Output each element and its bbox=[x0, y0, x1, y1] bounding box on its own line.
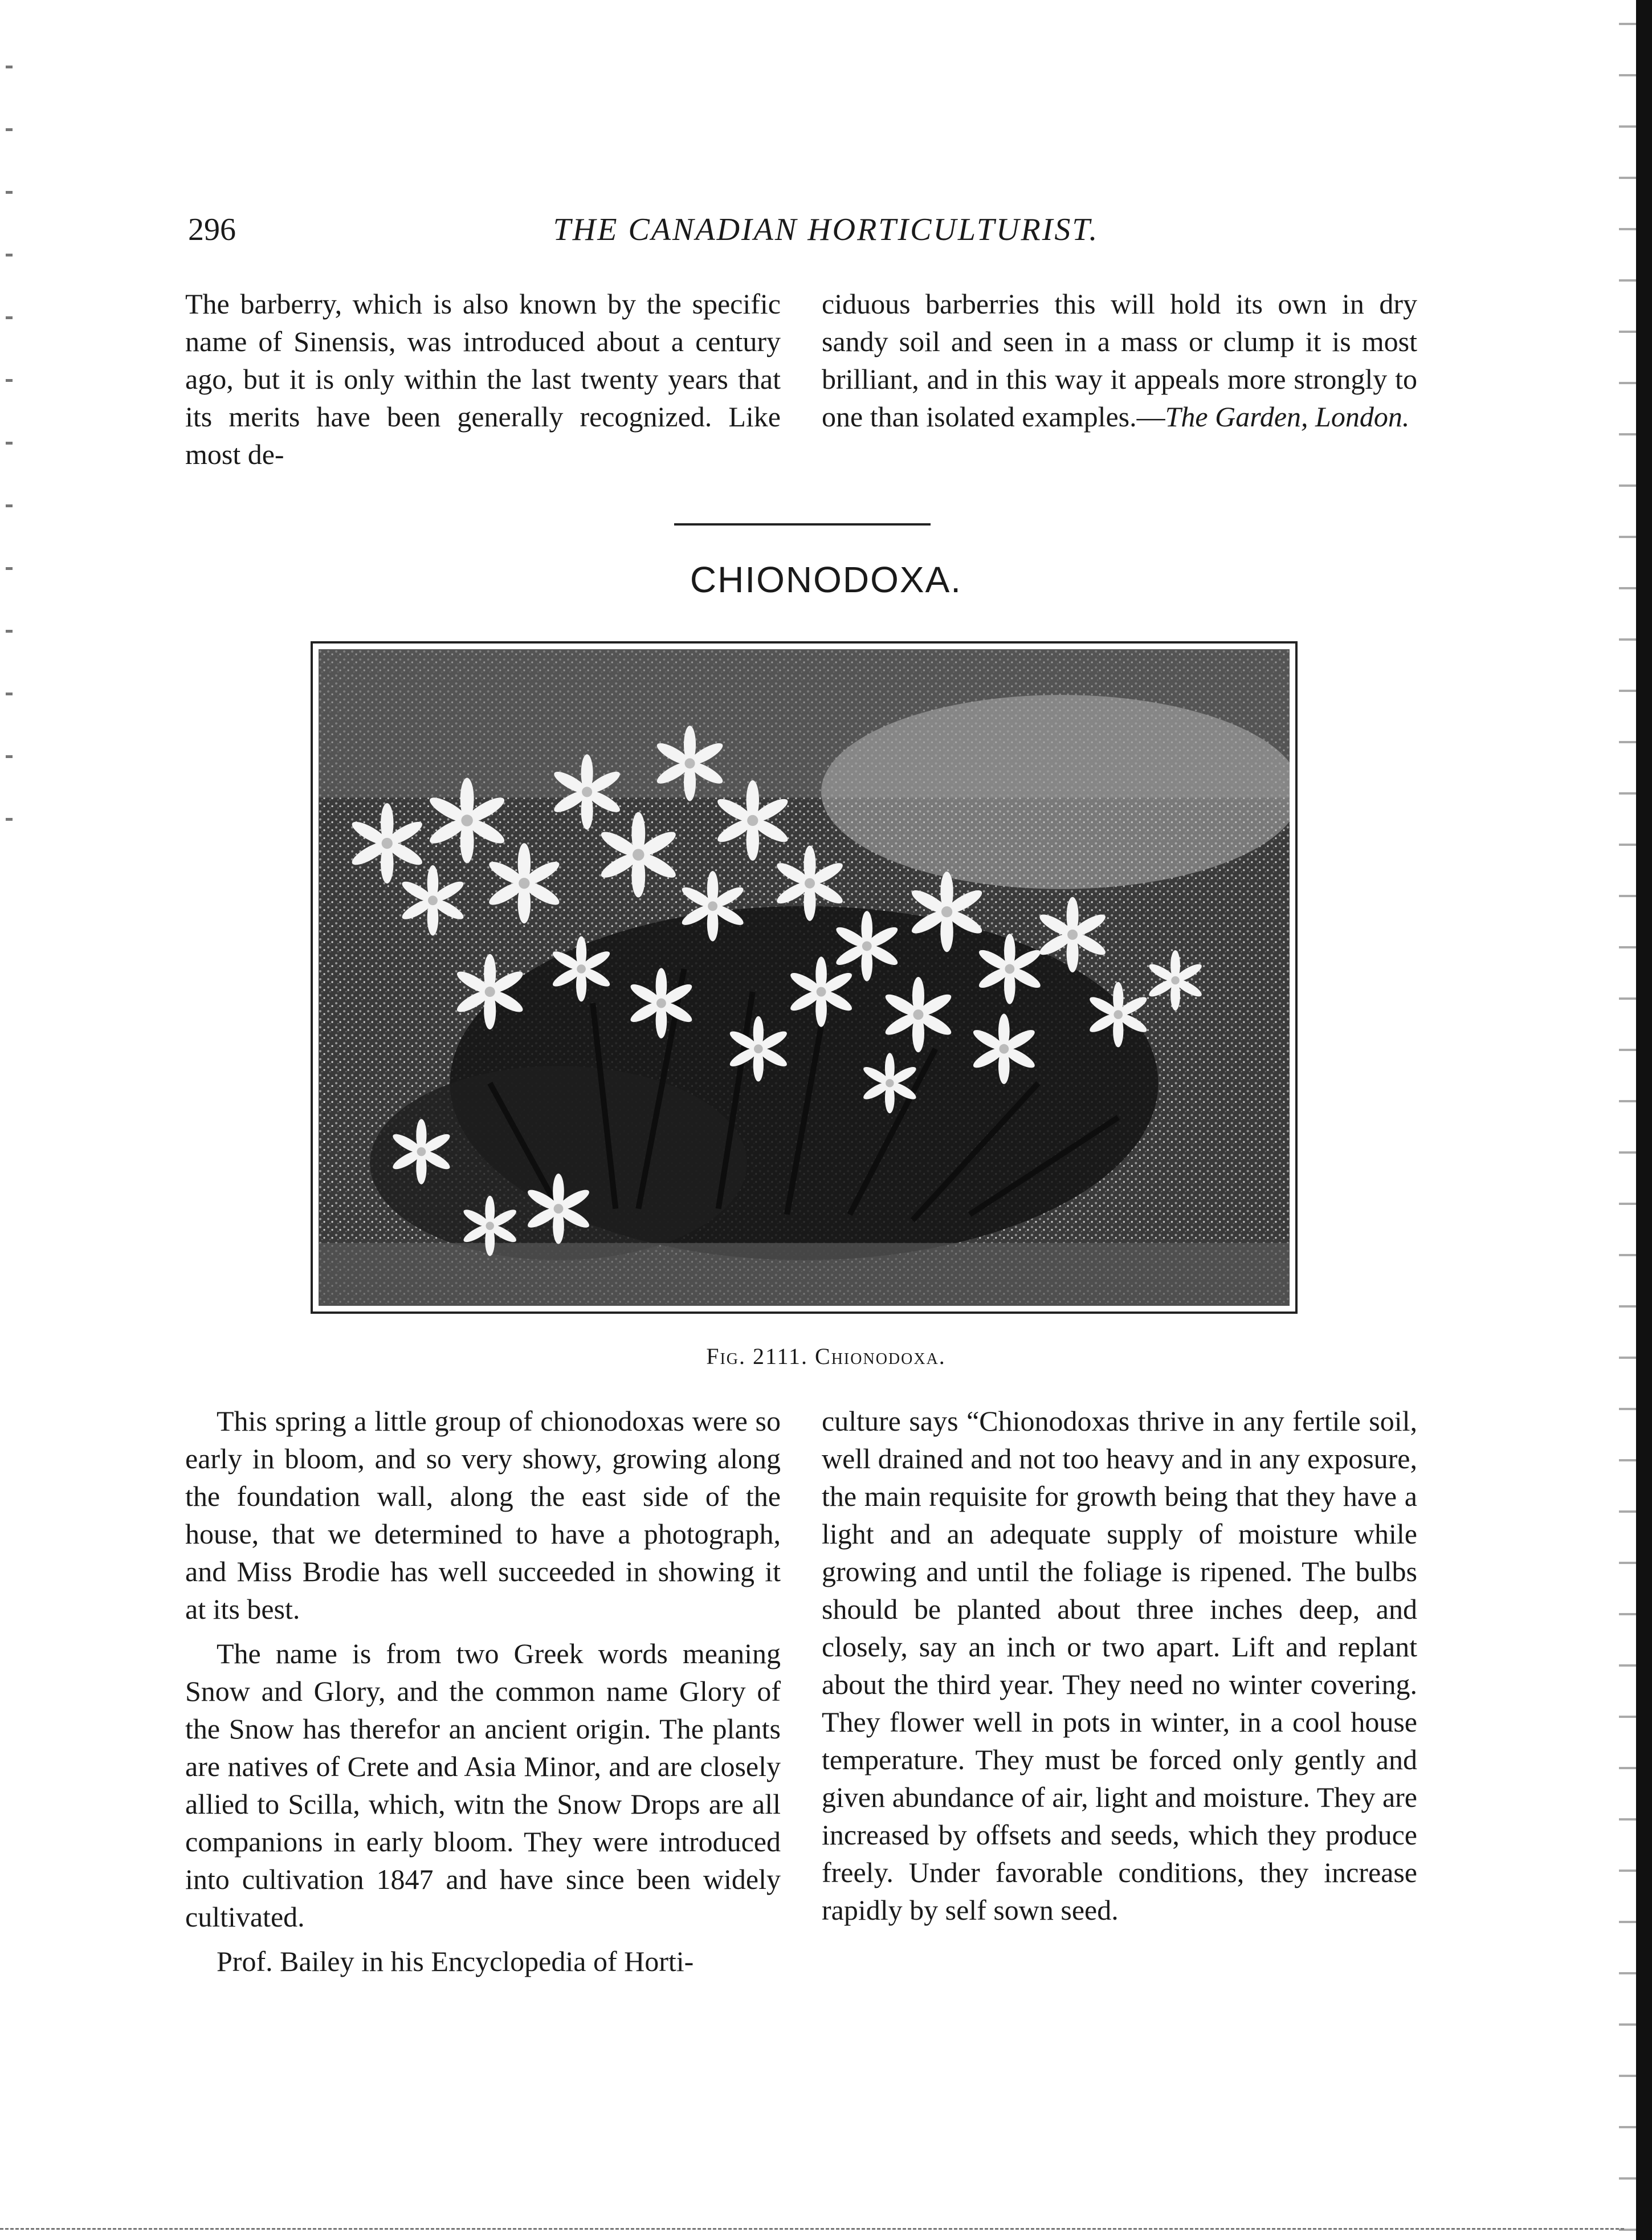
article-paragraph: Prof. Bailey in his Encyclopedia of Horti- bbox=[217, 1945, 694, 1977]
previous-article-left-column bbox=[185, 285, 781, 473]
scan-bottom-edge bbox=[0, 2228, 1624, 2230]
photo-illustration bbox=[319, 649, 1290, 1306]
page-number: 296 bbox=[188, 212, 236, 247]
running-title: THE CANADIAN HORTICULTURIST. bbox=[553, 212, 1099, 247]
previous-article-left-text: The barberry, which is also known by the specific name of Sinensis, was introduced about a century ago, but it is only within the last twenty years that its merits have been generally recognized. Like most de- bbox=[185, 288, 781, 470]
source-citation: The Garden, London. bbox=[1165, 401, 1410, 433]
scan-edge-marks bbox=[6, 34, 13, 832]
article-right-column bbox=[822, 1402, 1417, 1929]
article-paragraph: The name is from two Greek words meaning Snow and Glory, and the common name Glory of the Snow has therefor an ancient origin. The plants are natives of Crete and Asia Minor, and are closely allied to Scilla, which, witn the Snow Drops are all companions in early bloom. They were introduced into cultivation 1847 and have since been widely cultivated. bbox=[185, 1638, 781, 1933]
scan-edge-noise bbox=[1619, 0, 1636, 2240]
section-divider bbox=[674, 523, 931, 526]
previous-article-right-text: ciduous barberries this will hold its own in dry sandy soil and seen in a mass or clump it is most brilliant, and in this way it appeals more strongly to one than isolated examples.— bbox=[822, 288, 1417, 433]
article-paragraph-continued: culture says “Chionodoxas thrive in any fertile soil, well drained and not too heavy and in any exposure, the main requisite for growth being that they have a light and an adequate supply of moisture while growing and until the foliage is ripened. The bulbs should be planted about three inches deep, and closely, say an inch or two apart. Lift and replant about the third year. They need no winter covering. They flower well in pots in winter, in a cool house temperature. They must be forced only gently and given abundance of air, light and moisture. They are increased by offsets and seeds, which they produce freely. Under favorable conditions, they increase rapidly by self sown seed. bbox=[822, 1405, 1417, 1926]
figure-caption: Fig. 2111. Chionodoxa. bbox=[706, 1343, 946, 1369]
article-title: CHIONODOXA. bbox=[690, 559, 962, 600]
scan-right-edge bbox=[1636, 0, 1652, 2240]
previous-article-right-paragraph bbox=[822, 285, 1417, 435]
previous-article-right-column bbox=[822, 285, 1417, 435]
chionodoxa-photograph bbox=[311, 641, 1298, 1314]
article-paragraph: This spring a little group of chionodoxas were so early in bloom, and so very showy, growing along the foundation wall, along the east side of the house, that we determined to have a photograph, and Miss Brodie has well succeeded in showing it at its best. bbox=[185, 1405, 781, 1625]
article-left-column bbox=[185, 1402, 781, 1980]
